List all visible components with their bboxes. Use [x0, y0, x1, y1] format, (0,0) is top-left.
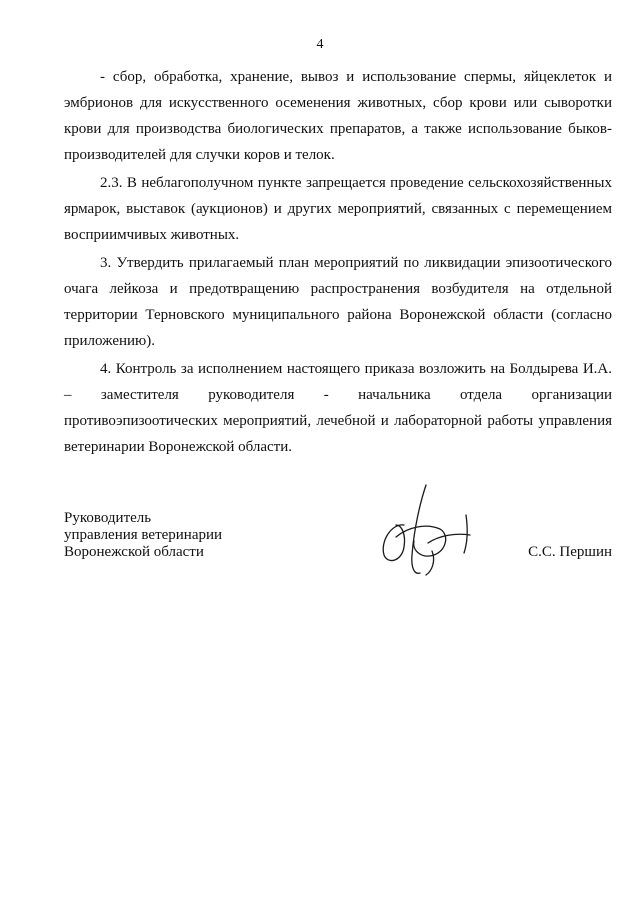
paragraph-prohibitions-list: - сбор, обработка, хранение, вывоз и использование спермы, яйцеклеток и эмбрионов для искусственного осеменения животных, сбор крови или сыворотки крови для производства биологических препаратов, а также использование быков-производителей для случки коров и телок.: [64, 69, 612, 163]
paragraph-4: 4. Контроль за исполнением настоящего приказа возложить на Болдырева И.А. – заместителя руководителя - начальника отдела организации противоэпизоотических мероприятий, лечебной и лабораторной работы управления ветеринарии Воронежской области.: [64, 361, 612, 455]
paragraph-3: 3. Утвердить прилагаемый план мероприятий по ликвидации эпизоотического очага лейкоза и предотвращению распространения возбудителя на отдельной территории Терновского муниципального района Воронежской области (согласно приложению).: [64, 255, 612, 349]
paragraph-2-3: 2.3. В неблагополучном пункте запрещается проведение сельскохозяйственных ярмарок, выставок (аукционов) и других мероприятий, связанных с перемещением восприимчивых животных.: [64, 175, 612, 243]
signatory-title: [64, 510, 222, 561]
signer-name: С.С. Першин: [528, 544, 612, 560]
page-number: 4: [316, 37, 324, 52]
signatory-title-line: Воронежской области: [64, 544, 204, 560]
handwritten-signature: [374, 481, 474, 581]
document-body: [64, 64, 612, 460]
signatory-title-line: Руководитель: [64, 510, 152, 526]
signatory-title-line: управления ветеринарии: [64, 527, 223, 543]
